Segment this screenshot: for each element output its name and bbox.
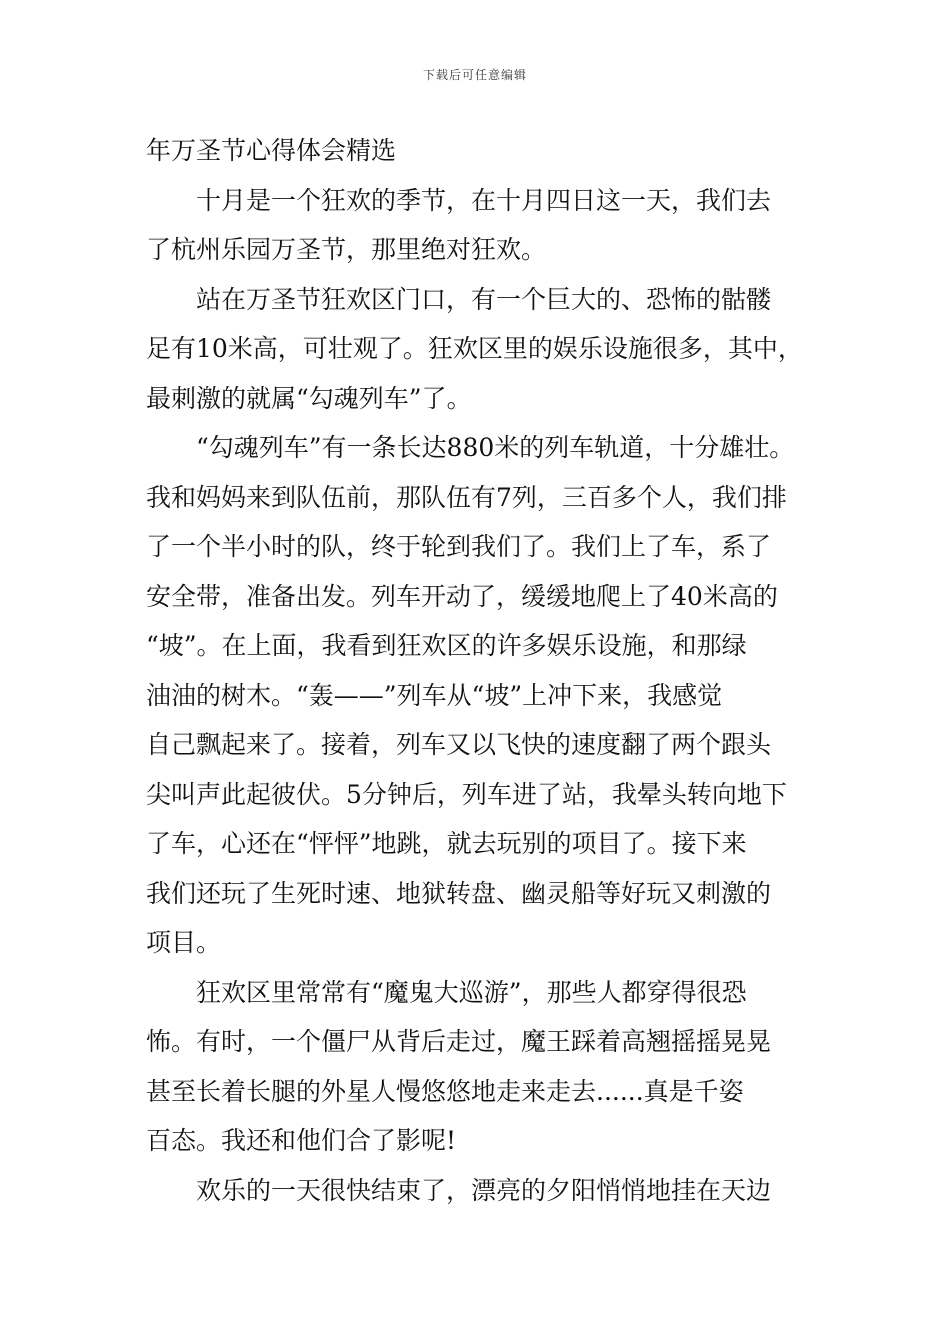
text-line: 我们还玩了生死时速、地狱转盘、幽灵船等好玩又刺激的 bbox=[146, 878, 772, 908]
text-line: 怖。有时，一个僵尸从背后走过，魔王踩着高翘摇摇晃晃 bbox=[146, 1027, 772, 1056]
text-line: 尖叫声此起彼伏。5分钟后，列车进了站，我晕头转向地下 bbox=[146, 779, 787, 809]
text-line: 油油的树木。“轰——”列车从“坡”上冲下来，我感觉 bbox=[146, 680, 723, 710]
text-line: 站在万圣节狂欢区门口，有一个巨大的、恐怖的骷髅 bbox=[196, 284, 772, 314]
text-line: 足有10米高，可壮观了。狂欢区里的娱乐设施很多，其中， bbox=[146, 334, 803, 363]
text-line: “坡”。在上面，我看到狂欢区的许多娱乐设施，和那绿 bbox=[146, 631, 747, 660]
text-line: 项目。 bbox=[146, 928, 222, 957]
text-line: 百态。我还和他们合了影呢! bbox=[146, 1126, 457, 1155]
text-line: 最刺激的就属“勾魂列车”了。 bbox=[146, 383, 472, 413]
document-title: 年万圣节心得体会精选 bbox=[146, 136, 397, 165]
text-line: 十月是一个狂欢的季节，在十月四日这一天，我们去 bbox=[196, 185, 772, 215]
text-line: 自己飘起来了。接着，列车又以飞快的速度翻了两个跟头 bbox=[146, 730, 772, 759]
text-line: 了一个半小时的队，终于轮到我们了。我们上了车，系了 bbox=[146, 532, 772, 561]
text-line: 了杭州乐园万圣节，那里绝对狂欢。 bbox=[146, 235, 547, 264]
text-line: 狂欢区里常常有“魔鬼大巡游”，那些人都穿得很恐 bbox=[196, 977, 747, 1007]
text-line: 了车，心还在“怦怦”地跳，就去玩别的项目了。接下来 bbox=[146, 829, 747, 858]
text-line: 我和妈妈来到队伍前，那队伍有7列，三百多个人，我们排 bbox=[146, 482, 787, 512]
text-line: 安全带，准备出发。列车开动了，缓缓地爬上了40米高的 bbox=[146, 581, 778, 611]
document-body bbox=[146, 126, 811, 1215]
page-header: 下载后可任意编辑 bbox=[422, 68, 527, 82]
paragraph-lines bbox=[146, 176, 811, 1216]
text-line: 欢乐的一天很快结束了，漂亮的夕阳悄悄地挂在天边 bbox=[196, 1175, 772, 1205]
text-line: “勾魂列车”有一条长达880米的列车轨道，十分雄壮。 bbox=[196, 433, 795, 462]
text-line: 甚至长着长腿的外星人慢悠悠地走来走去......真是千姿 bbox=[146, 1076, 744, 1106]
